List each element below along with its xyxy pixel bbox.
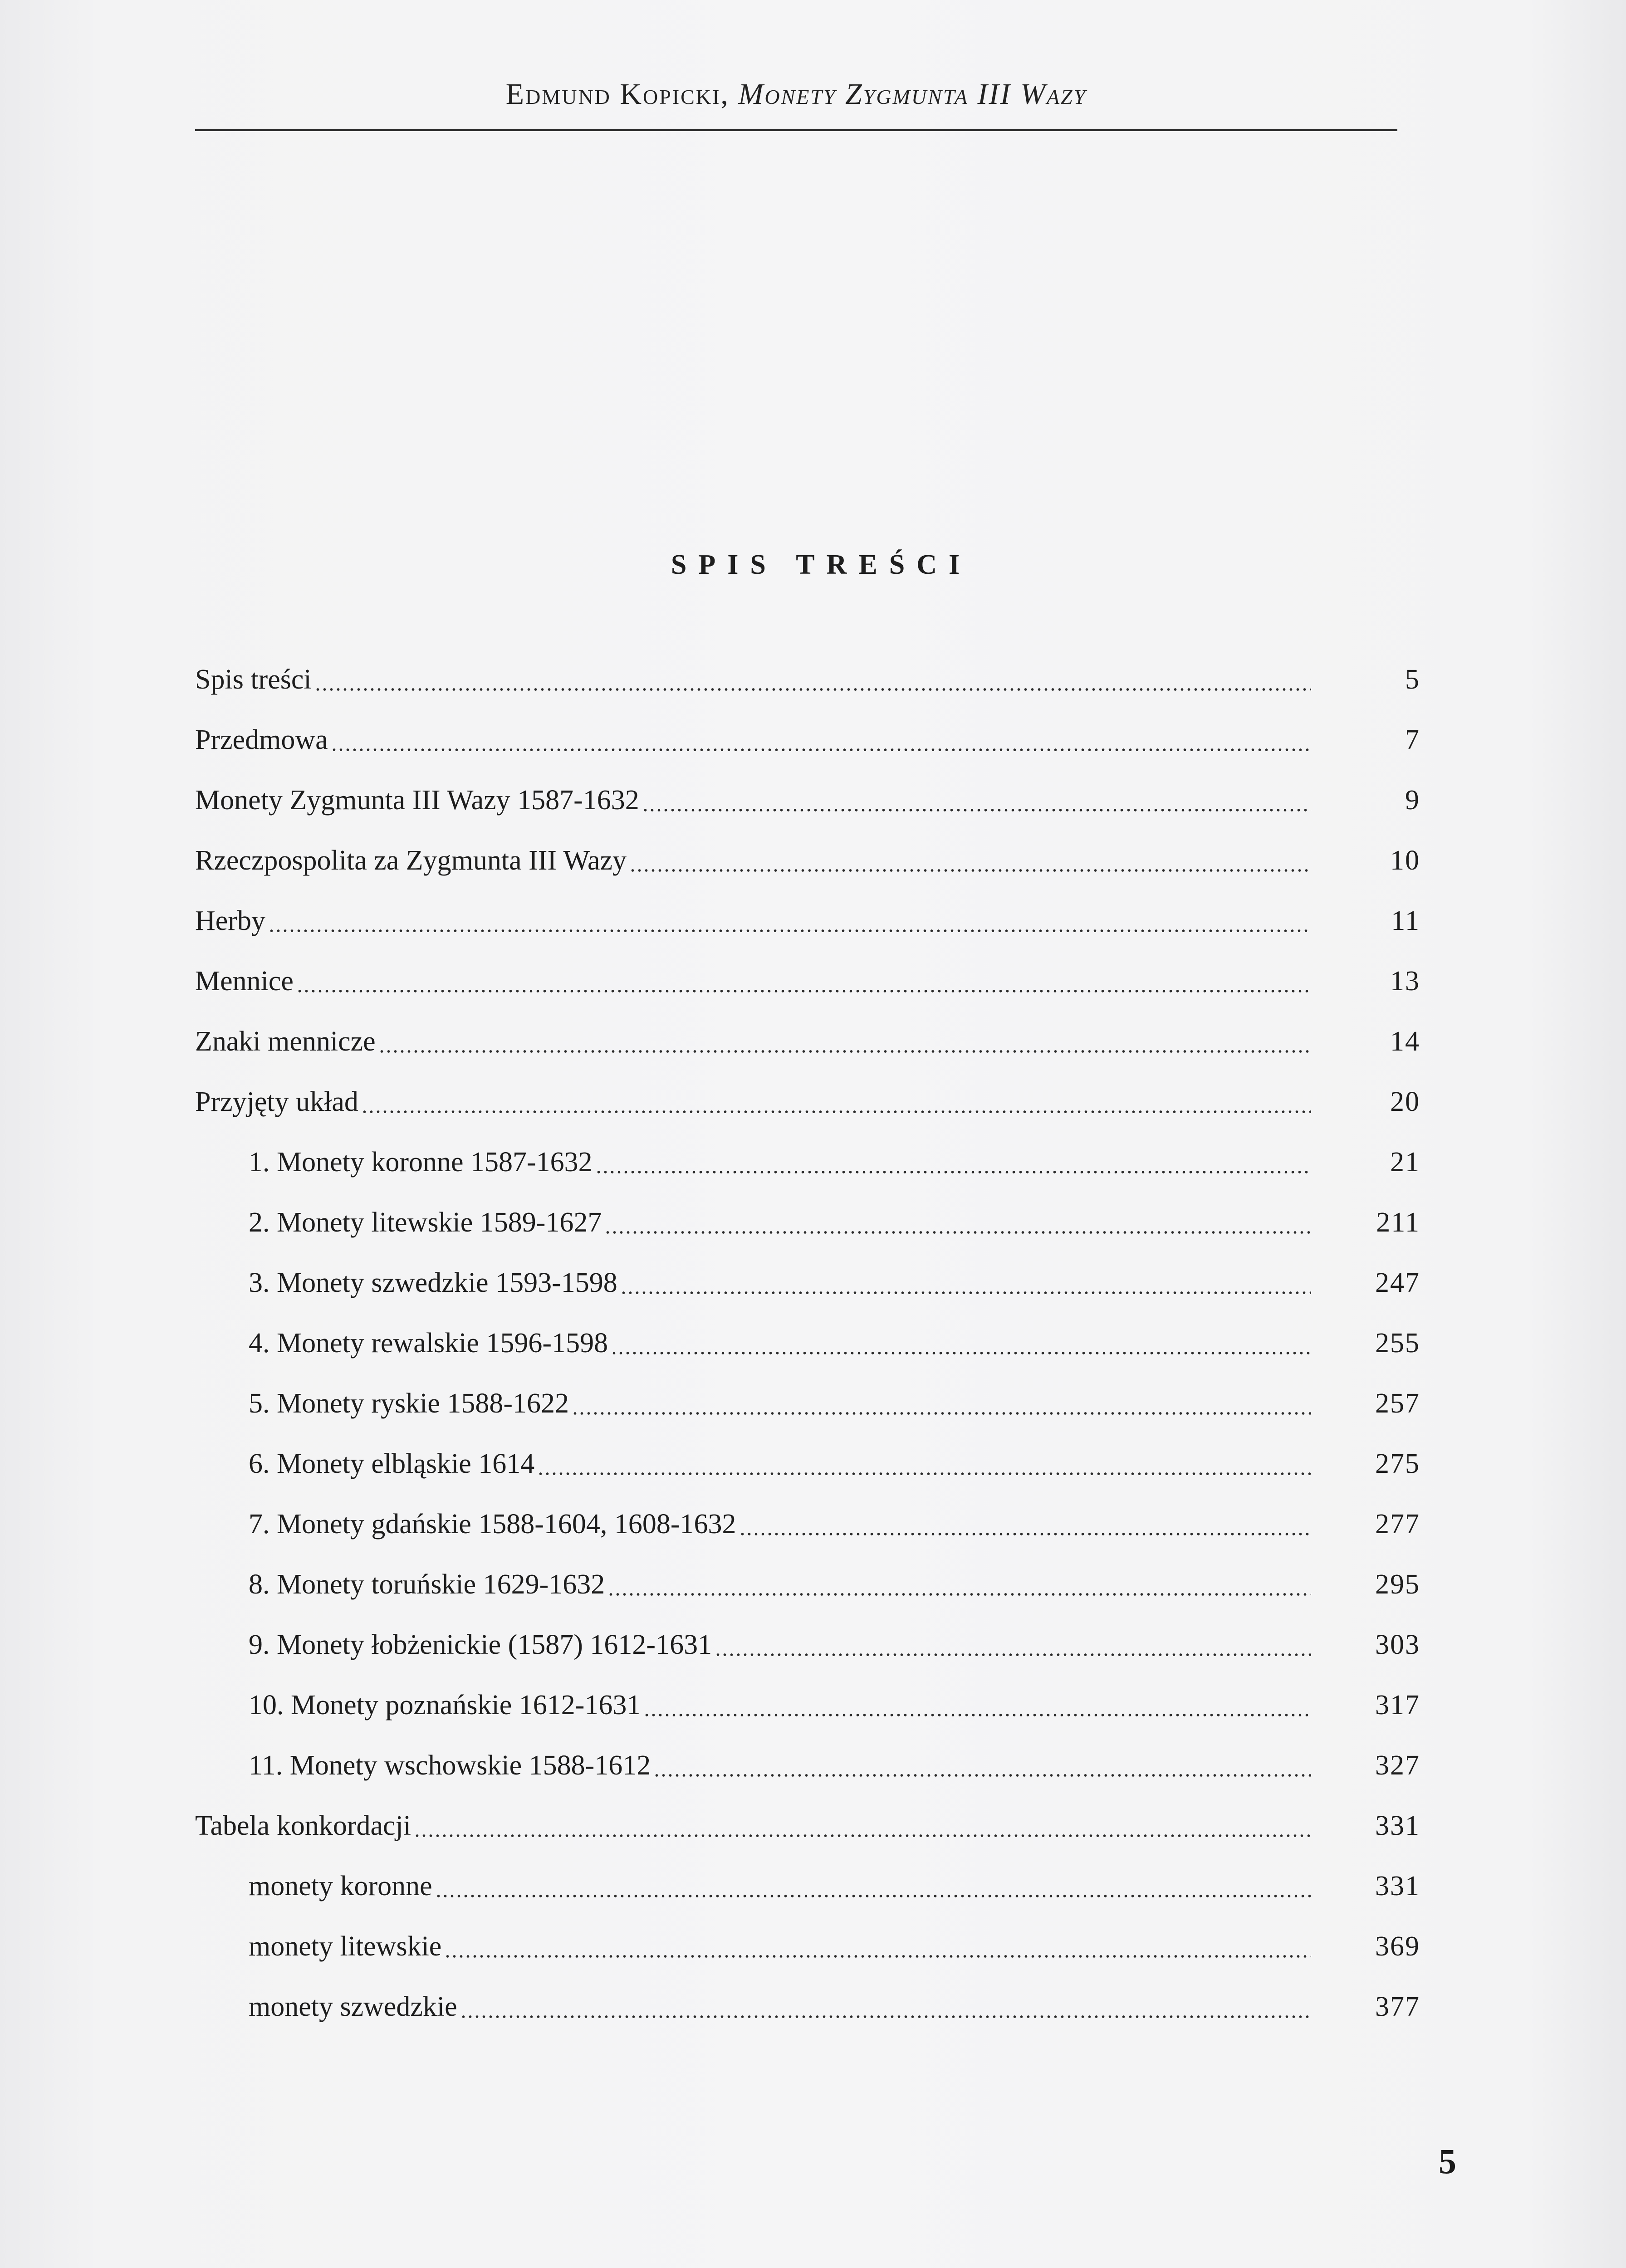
toc-entry (195, 1503, 1420, 1564)
toc-entry (195, 1684, 1420, 1745)
toc-entry-page-number: 275 (1375, 1448, 1420, 1479)
toc-entry-label: 7. Monety gdańskie 1588-1604, 1608-1632 (249, 1509, 736, 1540)
toc-entry (195, 1262, 1420, 1322)
table-of-contents (195, 659, 1420, 2046)
dot-leader (642, 808, 1311, 812)
toc-entry-label: Przedmowa (195, 724, 328, 755)
dot-leader (331, 748, 1311, 752)
toc-entry-page-number: 247 (1375, 1267, 1420, 1298)
toc-entry-page-number: 20 (1390, 1086, 1420, 1117)
toc-entry-label: Spis treści (195, 664, 312, 695)
toc-entry-label: 10. Monety poznańskie 1612-1631 (249, 1690, 641, 1721)
toc-entry (195, 1865, 1420, 1926)
running-header (195, 77, 1397, 112)
toc-entry (195, 1202, 1420, 1262)
toc-entry (195, 1624, 1420, 1684)
toc-entry (195, 1021, 1420, 1081)
toc-entry (195, 1383, 1420, 1443)
dot-leader (314, 688, 1311, 691)
dot-leader (604, 1231, 1311, 1234)
header-author: Edmund Kopicki, (505, 78, 730, 111)
toc-entry-page-number: 255 (1375, 1328, 1420, 1359)
dot-leader (435, 1894, 1311, 1898)
toc-entry (195, 1564, 1420, 1624)
dot-leader (444, 1955, 1311, 1958)
toc-entry-label: monety szwedzkie (249, 1991, 457, 2022)
toc-entry (195, 1141, 1420, 1202)
toc-entry-page-number: 14 (1390, 1026, 1420, 1057)
toc-entry-label: Znaki mennicze (195, 1026, 376, 1057)
toc-entry (195, 659, 1420, 719)
toc-entry (195, 1745, 1420, 1805)
toc-entry-label: 6. Monety elbląskie 1614 (249, 1448, 535, 1479)
toc-entry-page-number: 303 (1375, 1629, 1420, 1660)
dot-leader (296, 989, 1311, 993)
toc-entry-page-number: 13 (1390, 966, 1420, 997)
dot-leader (595, 1170, 1311, 1174)
toc-entry-label: Rzeczpospolita za Zygmunta III Wazy (195, 845, 627, 876)
toc-entry-page-number: 327 (1375, 1750, 1420, 1781)
toc-entry (195, 1986, 1420, 2046)
toc-entry (195, 1443, 1420, 1503)
dot-leader (653, 1774, 1311, 1777)
toc-entry-page-number: 7 (1405, 724, 1420, 755)
toc-entry-page-number: 257 (1375, 1388, 1420, 1419)
toc-entry-page-number: 377 (1375, 1991, 1420, 2022)
header-rule (195, 129, 1397, 131)
page-number: 5 (1439, 2141, 1456, 2181)
toc-entry-page-number: 317 (1375, 1690, 1420, 1721)
toc-entry-page-number: 277 (1375, 1509, 1420, 1540)
toc-entry-label: Przyjęty układ (195, 1086, 358, 1117)
toc-entry-label: Mennice (195, 966, 294, 997)
toc-entry (195, 779, 1420, 840)
toc-entry-label: 5. Monety ryskie 1588-1622 (249, 1388, 569, 1419)
toc-entry (195, 1081, 1420, 1141)
toc-entry (195, 900, 1420, 960)
dot-leader (572, 1412, 1311, 1415)
toc-entry-label: 8. Monety toruńskie 1629-1632 (249, 1569, 605, 1600)
toc-heading: SPIS TREŚCI (671, 549, 972, 580)
toc-entry-page-number: 10 (1390, 845, 1420, 876)
toc-entry-page-number: 331 (1375, 1810, 1420, 1841)
toc-entry-label: Monety Zygmunta III Wazy 1587-1632 (195, 785, 639, 816)
dot-leader (460, 2015, 1311, 2019)
toc-entry-page-number: 331 (1375, 1871, 1420, 1901)
header-book-title: Monety Zygmunta III Wazy (738, 78, 1087, 111)
toc-entry (195, 1805, 1420, 1865)
toc-entry-page-number: 369 (1375, 1931, 1420, 1962)
toc-entry-label: 11. Monety wschowskie 1588-1612 (249, 1750, 651, 1781)
toc-entry-label: monety litewskie (249, 1931, 442, 1962)
toc-entry (195, 840, 1420, 900)
toc-entry-label: 1. Monety koronne 1587-1632 (249, 1147, 593, 1178)
toc-entry (195, 960, 1420, 1021)
dot-leader (643, 1713, 1311, 1717)
dot-leader (537, 1472, 1311, 1476)
dot-leader (629, 869, 1311, 872)
dot-leader (739, 1532, 1311, 1536)
toc-entry-label: monety koronne (249, 1871, 432, 1901)
toc-entry-label: 2. Monety litewskie 1589-1627 (249, 1207, 602, 1238)
toc-entry-page-number: 5 (1405, 664, 1420, 695)
toc-entry-label: Tabela konkordacji (195, 1810, 411, 1841)
toc-entry-page-number: 11 (1391, 905, 1420, 936)
toc-entry-label: 4. Monety rewalskie 1596-1598 (249, 1328, 608, 1359)
dot-leader (715, 1653, 1311, 1657)
toc-entry-page-number: 9 (1405, 785, 1420, 816)
toc-entry (195, 1926, 1420, 1986)
toc-entry-page-number: 295 (1375, 1569, 1420, 1600)
dot-leader (361, 1110, 1311, 1114)
dot-leader (607, 1593, 1311, 1596)
toc-entry (195, 1322, 1420, 1383)
toc-entry-label: Herby (195, 905, 265, 936)
toc-entry-page-number: 21 (1390, 1147, 1420, 1178)
dot-leader (268, 929, 1311, 933)
toc-entry-page-number: 211 (1376, 1207, 1420, 1238)
dot-leader (620, 1291, 1311, 1295)
toc-entry-label: 9. Monety łobżenickie (1587) 1612-1631 (249, 1629, 712, 1660)
dot-leader (611, 1351, 1311, 1355)
toc-entry-label: 3. Monety szwedzkie 1593-1598 (249, 1267, 617, 1298)
dot-leader (414, 1834, 1311, 1838)
dot-leader (378, 1050, 1311, 1053)
toc-entry (195, 719, 1420, 779)
